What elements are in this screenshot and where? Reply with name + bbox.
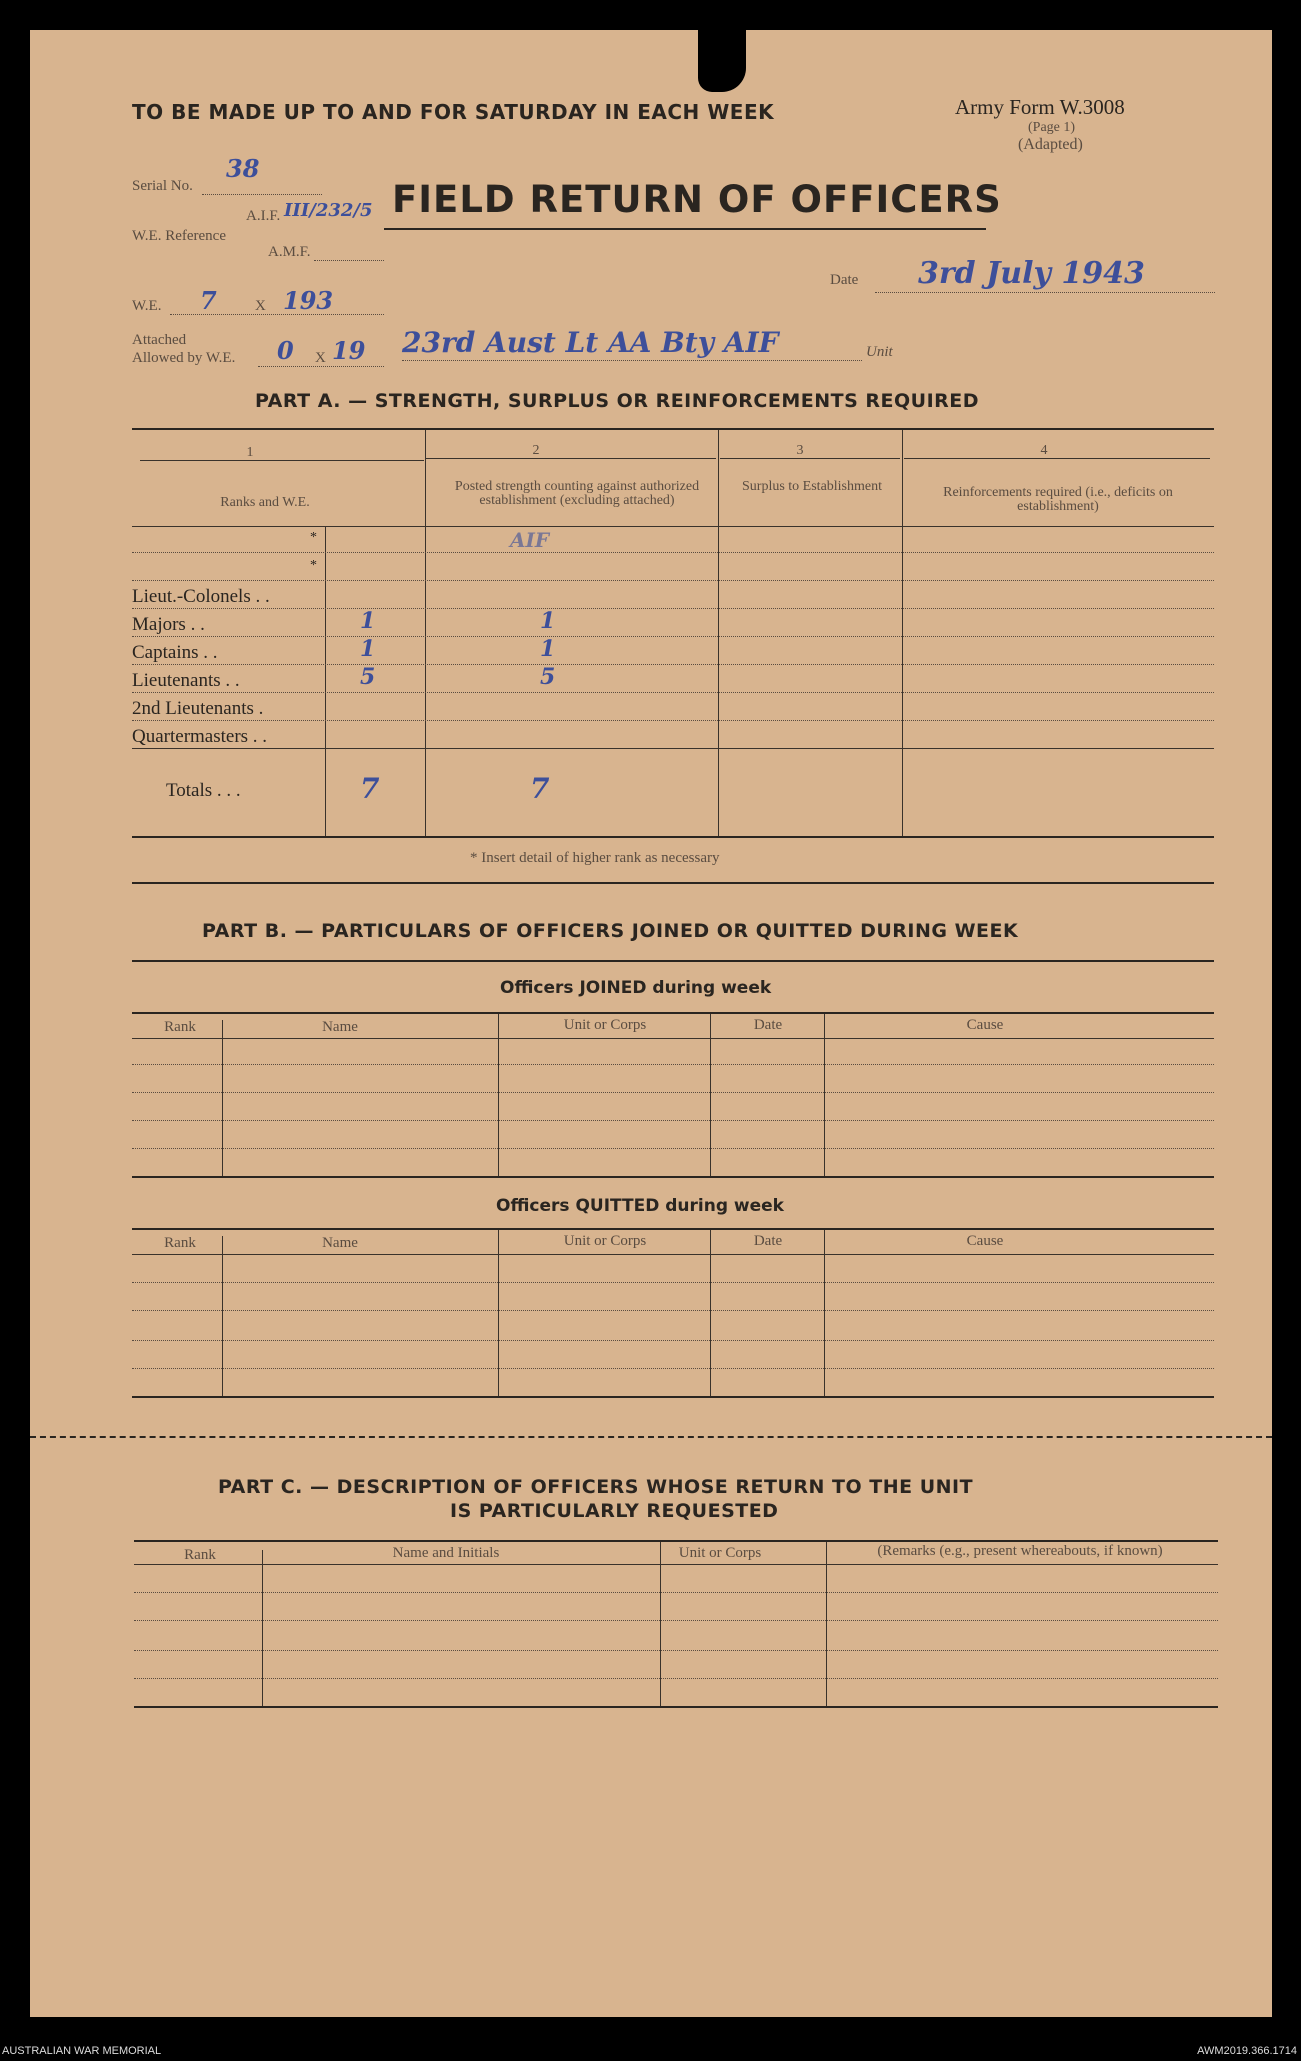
form-title: FIELD RETURN OF OFFICERS (392, 178, 1002, 221)
totals-we: 7 (360, 772, 380, 805)
we-reference-label: W.E. Reference (132, 228, 226, 244)
col-ranks-header: Ranks and W.E. (220, 495, 310, 510)
allowed-label: Allowed by W.E. (132, 350, 236, 366)
we-value-b: 193 (283, 286, 334, 315)
paper-tear (698, 30, 746, 92)
part-a-title: PART A. — STRENGTH, SURPLUS OR REINFORCEMENTS REQUIRED (255, 390, 980, 412)
part-c-title-line2: IS PARTICULARLY REQUESTED (450, 1500, 779, 1522)
col-surplus-header: Surplus to Establishment (742, 479, 882, 494)
fold-line (30, 1436, 1272, 1438)
date-label: Date (830, 272, 859, 288)
unit-value: 23rd Aust Lt AA Bty AIF (402, 326, 779, 359)
allowed-value-b: 19 (332, 336, 366, 365)
form-paper: TO BE MADE UP TO AND FOR SATURDAY IN EACH WEEK Army Form W.3008 (Page 1) (Adapted) Serial No. 38 A.I.F. III/232/5 FIELD RETURN OF OFFICERS W.E. Reference A.M.F. Date 3rd July 1943 W.E. 7 X 193 Attached Allowed by W.E. 0 X 19 23rd Aust Lt AA Bty AIF Unit PART A. — STRENGTH, SURPLUS OR REINFORCEMENTS REQUIRED 1 2 3 4 Ranks and W.E. Posted strength counting against authorized establishment (excluding attached) Surplus to Establishment Reinforcements required (i.e., deficits on establishment) * * AIF Lieut.-Colonels . . Majors . . 1 1 Captains . . 1 1 Lieutenants . . 5 5 2nd Lieutenants . Quartermasters . . Totals . . . 7 7 * Insert detail of higher rank as necessary PART B. — PARTICULARS OF OFFICERS JOINED OR QUITTED DURING WEEK Officers JOINED during week Rank Name Unit or Corps Date Cause Officers QUITTED during week Rank Name Unit or Corps Date Cause PART C. — DESCRIPTION OF OFFICERS WHOSE RETURN TO THE UNIT IS PARTICULARLY REQUESTED Rank Name and Initials Unit or Corps (Remarks (e.g., present whereabouts, if known) (30, 30, 1272, 2017)
part-b-title: PART B. — PARTICULARS OF OFFICERS JOINED OR QUITTED DURING WEEK (202, 920, 1019, 942)
col-posted-header: Posted strength counting against authorized establishment (excluding attached) (454, 479, 700, 508)
aif-value: III/232/5 (284, 200, 373, 221)
aif-label: A.I.F. (246, 208, 281, 224)
quitted-title: Officers QUITTED during week (496, 1196, 784, 1216)
col-reinforcements-header: Reinforcements required (i.e., deficits on establishment) (943, 485, 1173, 514)
amf-label: A.M.F. (268, 244, 311, 260)
part-c-title-line1: PART C. — DESCRIPTION OF OFFICERS WHOSE RETURN TO THE UNIT (218, 1476, 974, 1498)
we-label: W.E. (132, 298, 162, 314)
unit-label: Unit (866, 344, 893, 360)
serial-label: Serial No. (132, 178, 193, 194)
attached-label: Attached (132, 332, 187, 348)
joined-title: Officers JOINED during week (500, 978, 772, 998)
form-adapted: (Adapted) (1018, 136, 1083, 153)
footnote: * Insert detail of higher rank as necessary (470, 850, 720, 866)
we-value-a: 7 (200, 286, 217, 315)
footer-left: AUSTRALIAN WAR MEMORIAL (2, 2045, 162, 2057)
instruction-text: TO BE MADE UP TO AND FOR SATURDAY IN EACH WEEK (132, 100, 775, 124)
date-value: 3rd July 1943 (918, 256, 1145, 291)
footer-right: AWM2019.366.1714 (1197, 2045, 1297, 2057)
serial-value: 38 (226, 154, 260, 183)
form-page: (Page 1) (1028, 120, 1076, 135)
form-number: Army Form W.3008 (955, 95, 1125, 119)
aif-stamp: AIF (510, 528, 550, 552)
allowed-value-a: 0 (277, 336, 294, 365)
totals-posted: 7 (530, 772, 550, 805)
